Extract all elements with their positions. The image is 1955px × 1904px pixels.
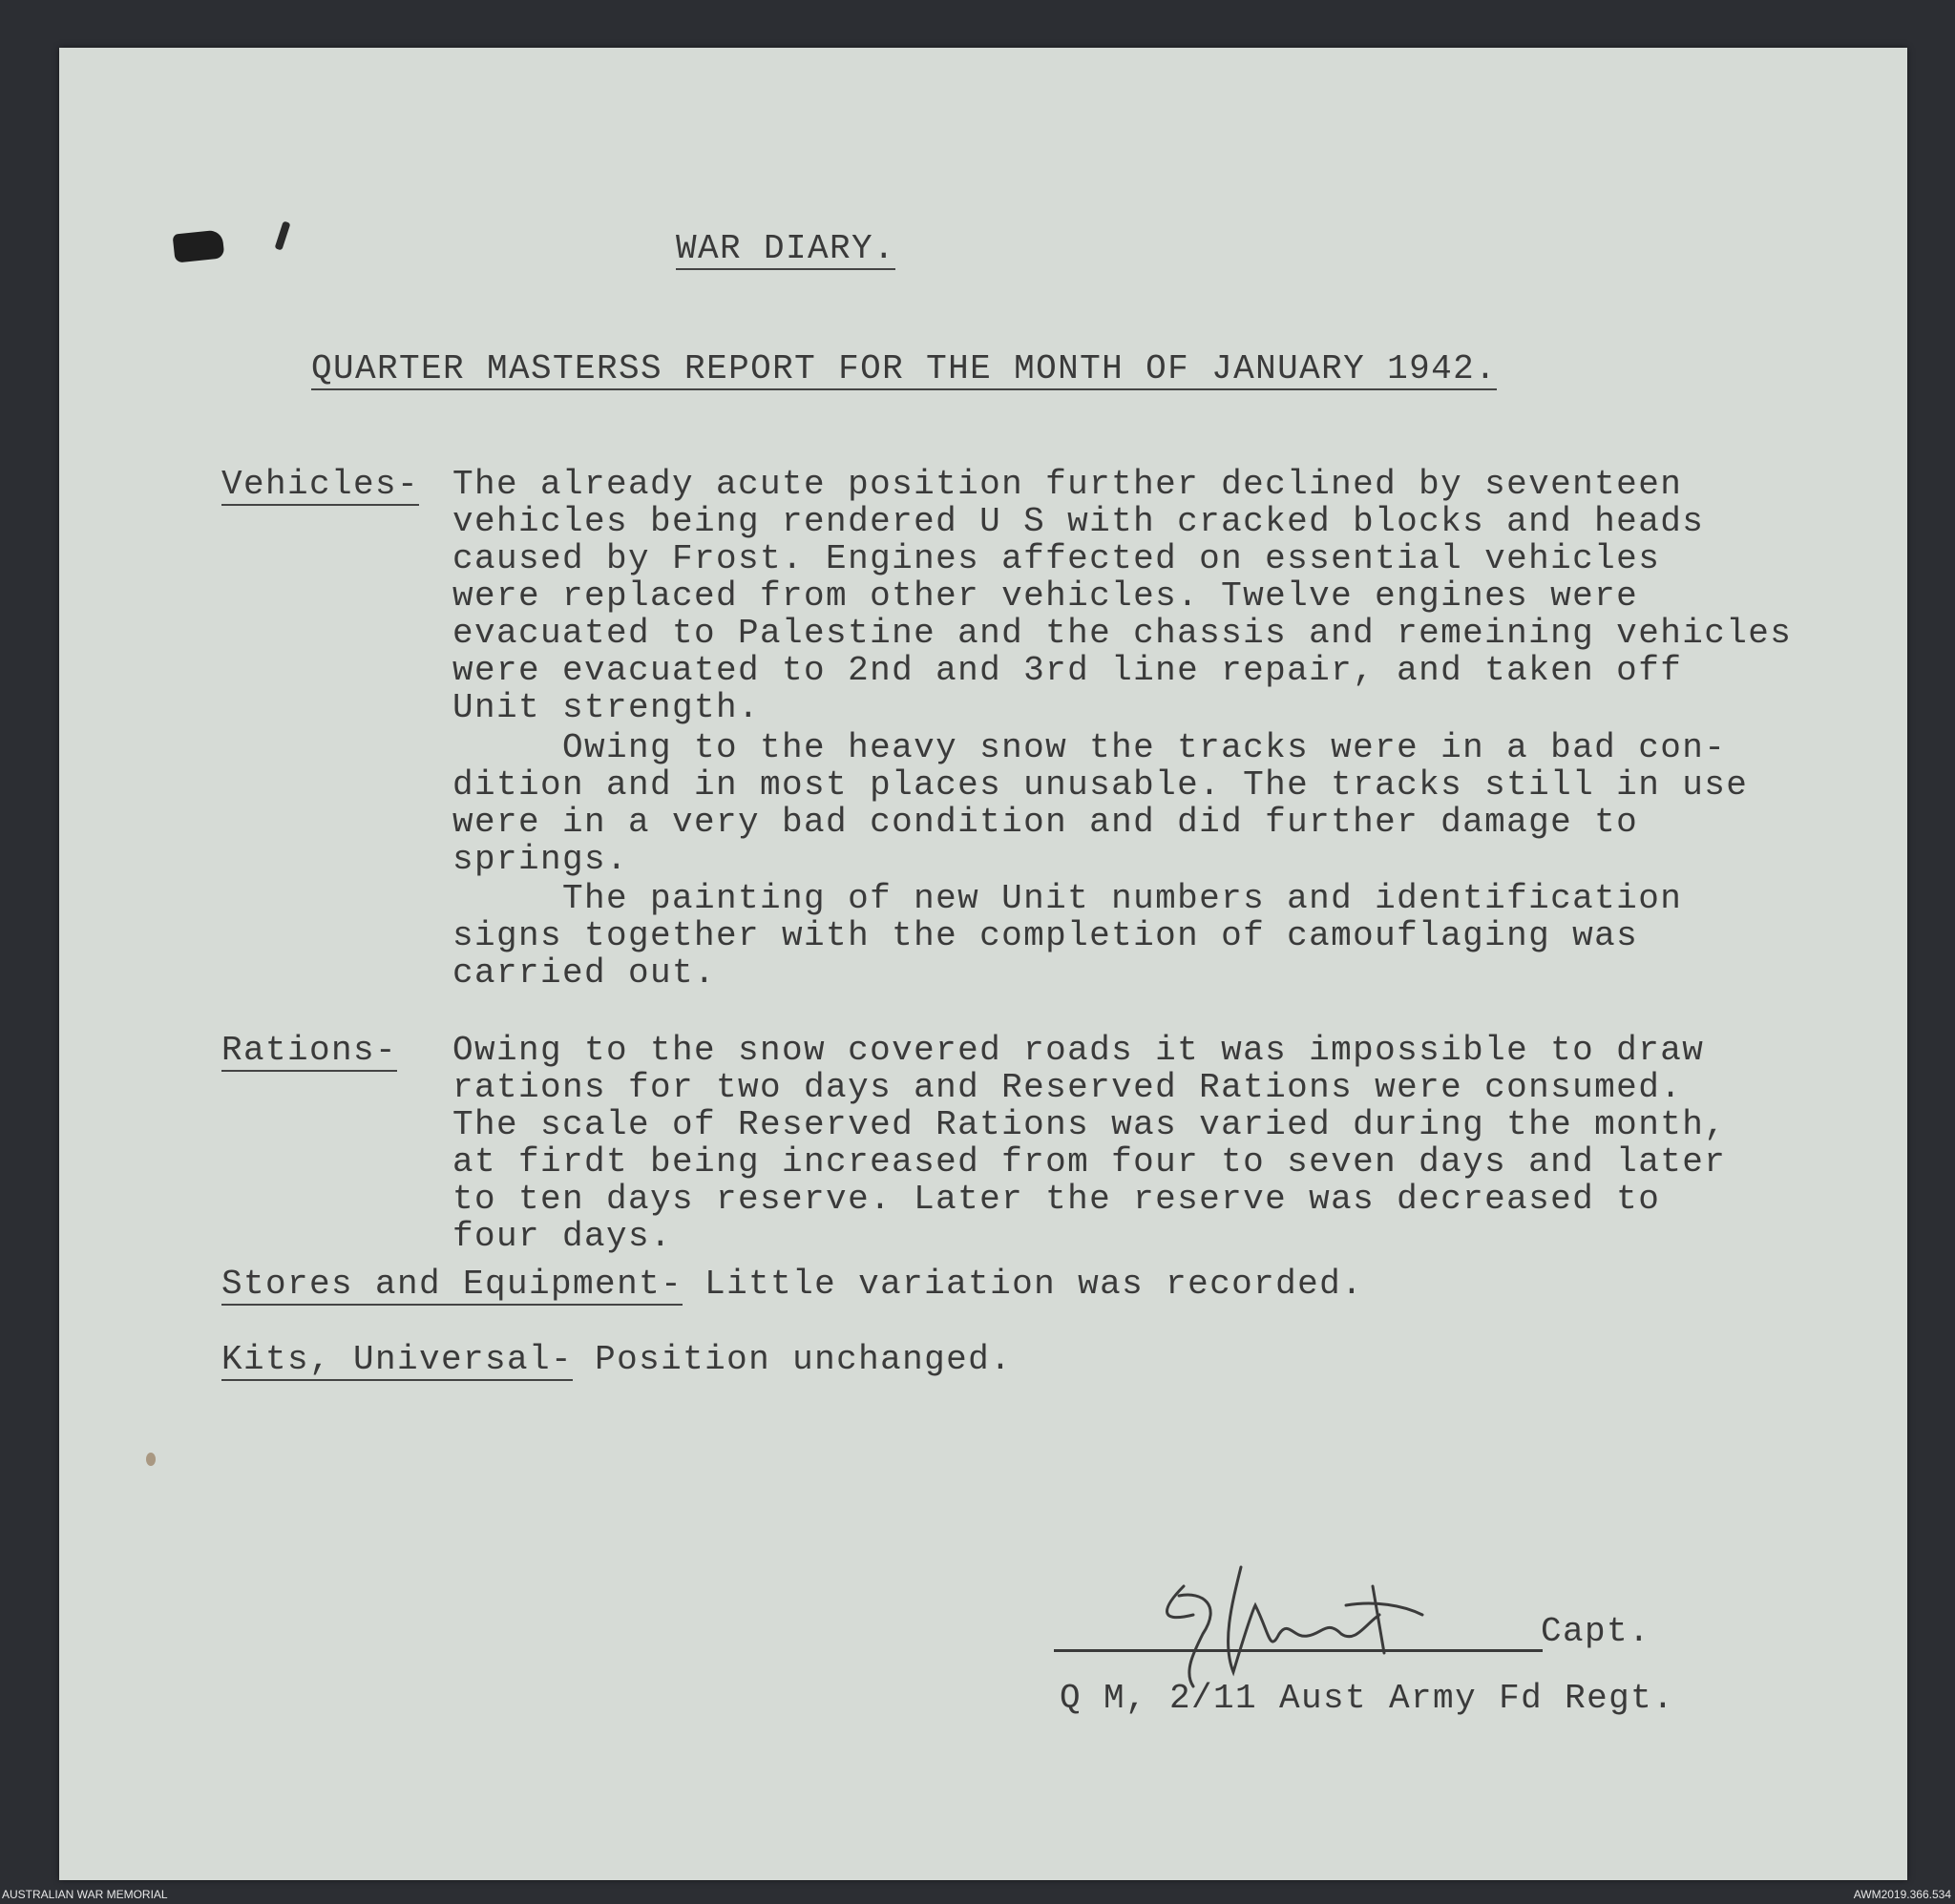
vehicles-line: dition and in most places unusable. The tracks still in use: [452, 765, 1749, 805]
paper-stain: [146, 1453, 156, 1466]
punch-hole: [173, 229, 225, 262]
vehicles-line: vehicles being rendered U S with cracked blocks and heads: [452, 502, 1705, 541]
vehicles-line: springs.: [452, 840, 629, 879]
vehicles-line: Unit strength.: [452, 688, 761, 727]
stores-entry: [221, 1266, 1363, 1304]
vehicles-line: were evacuated to 2nd and 3rd line repair, and taken off: [452, 651, 1683, 690]
stores-text: Little variation was recorded.: [683, 1265, 1364, 1304]
signature-unit: Q M, 2/11 Aust Army Fd Regt.: [1060, 1679, 1675, 1718]
signature-line: [1054, 1649, 1543, 1652]
rations-line: The scale of Reserved Rations was varied during the month,: [452, 1105, 1727, 1144]
stores-label: Stores and Equipment-: [221, 1265, 683, 1304]
handwritten-signature: [1126, 1548, 1546, 1691]
vehicles-line: carried out.: [452, 953, 717, 993]
signature-rank: Capt.: [1541, 1612, 1651, 1651]
kits-entry: [221, 1341, 1012, 1379]
document-page: [59, 48, 1907, 1880]
vehicles-line: Owing to the heavy snow the tracks were in a bad con-: [452, 728, 1727, 767]
rations-line: to ten days reserve. Later the reserve was decreased to: [452, 1180, 1661, 1219]
rations-line: rations for two days and Reserved Rations were consumed.: [452, 1068, 1683, 1107]
archive-reference: AWM2019.366.534: [1853, 1888, 1951, 1901]
rations-line: Owing to the snow covered roads it was impossible to draw: [452, 1031, 1705, 1070]
vehicles-line: were in a very bad condition and did further damage to: [452, 803, 1639, 842]
vehicles-line: caused by Frost. Engines affected on essential vehicles: [452, 539, 1661, 578]
report-subtitle: QUARTER MASTERSS REPORT FOR THE MONTH OF JANUARY 1942.: [311, 349, 1498, 388]
section-label-rations: Rations-: [221, 1031, 398, 1070]
rations-line: four days.: [452, 1217, 673, 1256]
kits-label: Kits, Universal-: [221, 1340, 574, 1379]
vehicles-line: The already acute position further declined by seventeen: [452, 465, 1683, 504]
vehicles-line: were replaced from other vehicles. Twelve engines were: [452, 576, 1639, 616]
vehicles-line: signs together with the completion of camouflaging was: [452, 916, 1639, 955]
section-label-vehicles: Vehicles-: [221, 465, 420, 504]
page-title: WAR DIARY.: [676, 229, 896, 268]
vehicles-line: The painting of new Unit numbers and identification: [452, 879, 1683, 918]
rations-line: at firdt being increased from four to seven days and later: [452, 1142, 1727, 1182]
kits-text: Position unchanged.: [573, 1340, 1013, 1379]
vehicles-line: evacuated to Palestine and the chassis and remeining vehicles: [452, 614, 1793, 653]
archive-credit: AUSTRALIAN WAR MEMORIAL: [2, 1888, 168, 1901]
